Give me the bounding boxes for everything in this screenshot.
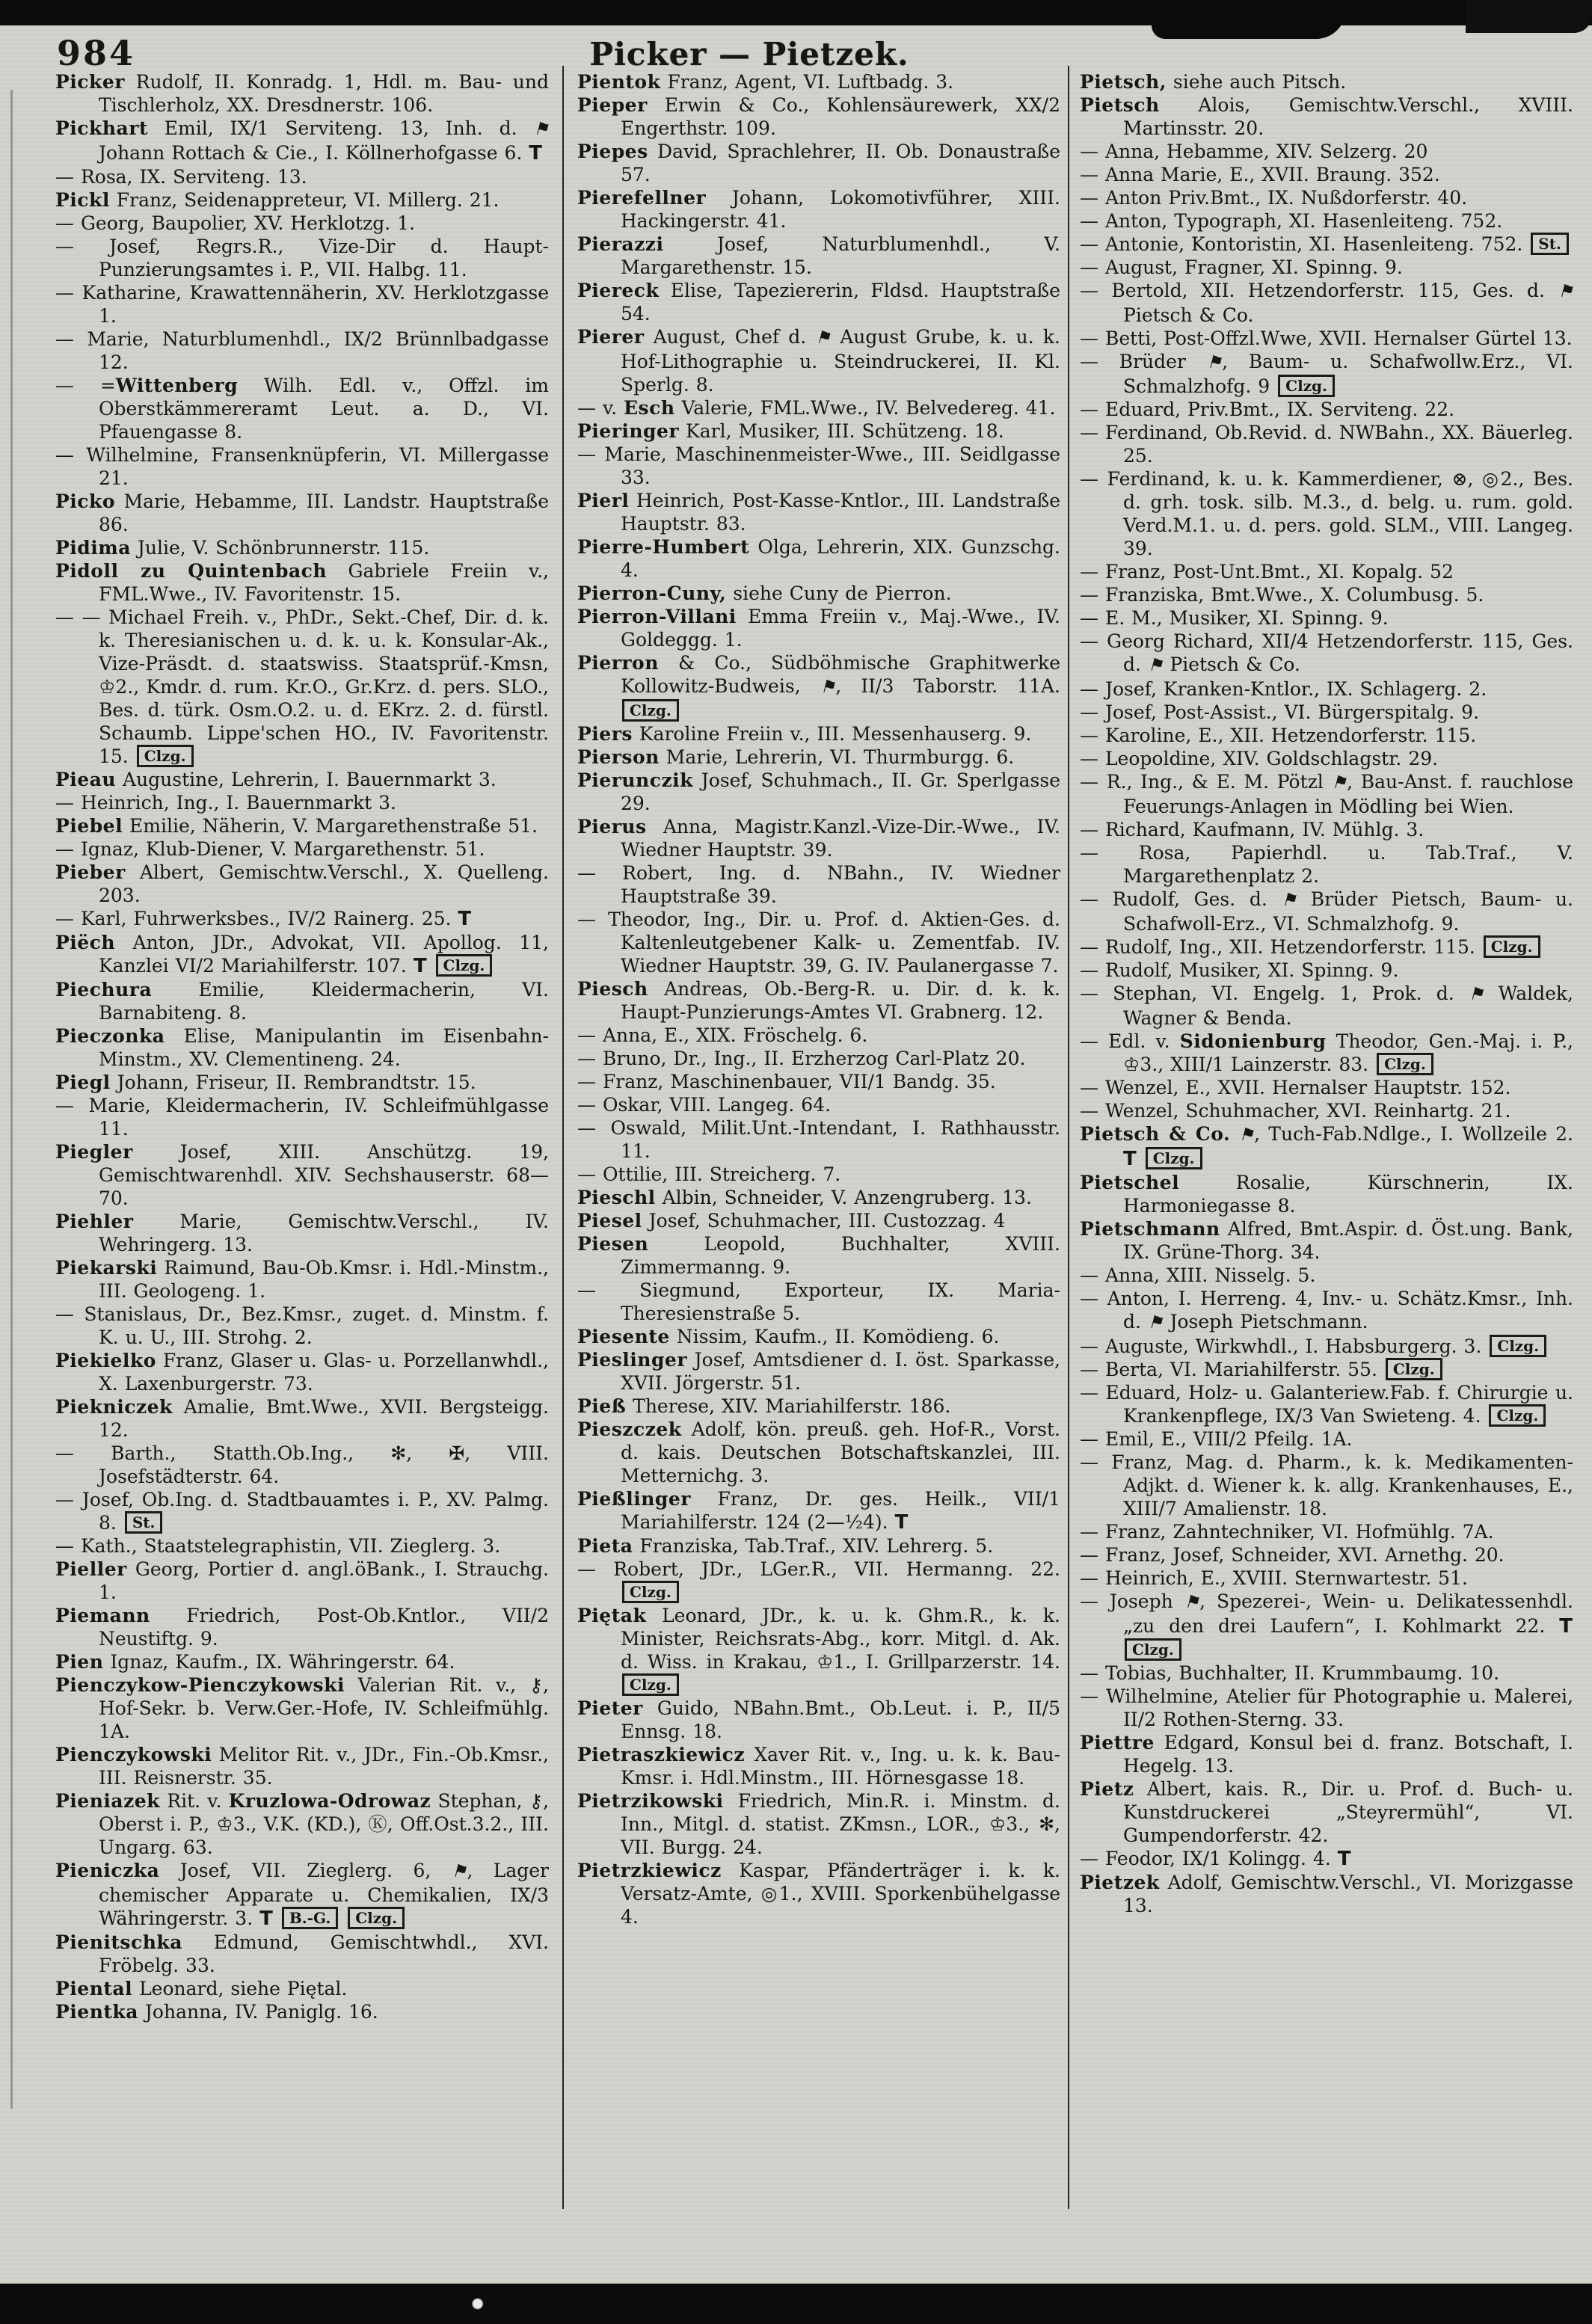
directory-entry: — Edl. v. Sidonienburg Theodor, Gen.-Maj. i. P., ♔3., XIII/1 Lainzerstr. 83. Clzg. xyxy=(1080,1030,1573,1075)
surname: Piesch xyxy=(577,978,648,1000)
directory-entry: Pidoll zu Quintenbach Gabriele Freiin v., FML.Wwe., IV. Favoritenstr. 15. xyxy=(55,560,549,605)
surname: Piereck xyxy=(577,280,660,301)
surname: Pieniazek xyxy=(55,1790,160,1812)
surname: Pieller xyxy=(55,1558,127,1580)
surname: Pieszczek xyxy=(577,1418,682,1440)
directory-entry: Pietschmann Alfred, Bmt.Aspir. d. Öst.ung. Bank, IX. Grüne-Thorg. 34. xyxy=(1080,1218,1573,1263)
directory-entry: Pientok Franz, Agent, VI. Luftbadg. 3. xyxy=(577,71,954,93)
directory-entry: Pienczykow-Pienczykowski Valerian Rit. v., ⚷, Hof-Sekr. b. Verw.Ger.-Hofe, IV. Schleifmühlg. 1A. xyxy=(55,1674,549,1742)
directory-entry: Pietrzikowski Friedrich, Min.R. i. Minstm. d. Inn., Mitgl. d. statist. ZKmsn., LOR., ♔3., ✻, VII. Burgg. 24. xyxy=(577,1790,1060,1858)
directory-column-1 xyxy=(55,70,549,2224)
surname: Piepes xyxy=(577,141,648,162)
listing-badge: Clzg. xyxy=(1278,375,1335,397)
directory-entry: — Anton Priv.Bmt., IX. Nußdorferstr. 40. xyxy=(1080,187,1468,209)
listing-badge: St. xyxy=(125,1511,163,1534)
surname: Picker xyxy=(55,71,125,93)
directory-entry: Pieper Erwin & Co., Kohlensäurewerk, XX/2 Engerthstr. 109. xyxy=(577,94,1060,139)
surname: Pieslinger xyxy=(577,1349,688,1371)
directory-entry: — Kath., Staatstelegraphistin, VII. Zieglerg. 3. xyxy=(55,1535,501,1557)
surname: Piegler xyxy=(55,1141,133,1163)
directory-entry: — Anton, Typograph, XI. Hasenleiteng. 752. xyxy=(1080,210,1503,232)
listing-badge: Clzg. xyxy=(436,954,493,977)
directory-entry: — Ignaz, Klub-Diener, V. Margarethenstr. 51. xyxy=(55,838,485,860)
firm-sign-icon: ⚑ xyxy=(1147,656,1164,675)
directory-entry: — Franz, Mag. d. Pharm., k. k. Medikamenten-Adjkt. d. Wiener k. k. allg. Krankenhauses, E., XIII/7 Amalienstr. 18. xyxy=(1080,1451,1573,1519)
directory-entry: Piegler Josef, XIII. Anschützg. 19, Gemischtwarenhdl. XIV. Sechshauserstr. 68—70. xyxy=(55,1141,549,1209)
surname: Pienczykow-Pienczykowski xyxy=(55,1674,345,1696)
surname: Pienczykowski xyxy=(55,1744,212,1765)
directory-entry: Pieller Georg, Portier d. angl.öBank., I. Strauchg. 1. xyxy=(55,1558,549,1603)
telephone-marker: T xyxy=(259,1908,274,1930)
directory-entry: — Anna, Hebamme, XIV. Selzerg. 20 xyxy=(1080,141,1428,162)
surname: Pierunczik xyxy=(577,769,693,791)
directory-entry: — Feodor, IX/1 Kolingg. 4. T xyxy=(1080,1848,1352,1870)
directory-entry: Pieau Augustine, Lehrerin, I. Bauernmarkt 3. xyxy=(55,769,497,790)
directory-entry: — Theodor, Ing., Dir. u. Prof. d. Aktien-Ges. d. Kaltenleutgebener Kalk- u. Zementfab. IV. Wiedner Hauptstr. 39, G. IV. Paulanergasse 7. xyxy=(577,909,1060,977)
directory-entry: Pienczykowski Melitor Rit. v., JDr., Fin.-Ob.Kmsr., III. Reisnerstr. 35. xyxy=(55,1744,549,1789)
column-divider xyxy=(562,66,564,2209)
directory-entry: — =Wittenberg Wilh. Edl. v., Offzl. im Oberstkämmereramt Leut. a. D., VI. Pfauengasse 8. xyxy=(55,375,549,443)
surname: Piesel xyxy=(577,1210,642,1232)
directory-entry: — Eduard, Priv.Bmt., IX. Serviteng. 22. xyxy=(1080,399,1455,420)
directory-entry: Piereck Elise, Tapeziererin, Fldsd. Hauptstraße 54. xyxy=(577,280,1060,325)
firm-sign-icon: ⚑ xyxy=(1206,353,1223,372)
directory-entry: — Wilhelmine, Atelier für Photographie u. Malerei, II/2 Rothen-Sterng. 33. xyxy=(1080,1685,1573,1730)
surname: Pientok xyxy=(577,71,661,93)
directory-entry: — Oskar, VIII. Langeg. 64. xyxy=(577,1094,832,1116)
directory-entry: — Franziska, Bmt.Wwe., X. Columbusg. 5. xyxy=(1080,584,1484,606)
directory-entry: Pieniazek Rit. v. Kruzlowa-Odrowaz Stephan, ⚷, Oberst i. P., ♔3., V.K. (KD.), Ⓚ, Off.Ost.3.2., III. Ungarg. 63. xyxy=(55,1790,549,1858)
directory-entry: — Siegmund, Exporteur, IX. Maria-Theresienstraße 5. xyxy=(577,1279,1060,1324)
firm-sign-icon: ⚑ xyxy=(1184,1593,1200,1612)
directory-entry: — Anna, E., XIX. Fröschelg. 6. xyxy=(577,1024,868,1046)
directory-entry: — Josef, Kranken-Kntlor., IX. Schlagerg. 2. xyxy=(1080,678,1487,700)
directory-entry: Pietz Albert, kais. R., Dir. u. Prof. d. Buch- u. Kunstdruckerei „Steyrermühl“, VI. Gumpendorferstr. 42. xyxy=(1080,1778,1573,1846)
surname: Piekarski xyxy=(55,1257,158,1279)
directory-entry: Piekarski Raimund, Bau-Ob.Kmsr. i. Hdl.-Minstm., III. Geologeng. 1. xyxy=(55,1257,549,1302)
directory-entry: — Bruno, Dr., Ing., II. Erzherzog Carl-Platz 20. xyxy=(577,1048,1026,1069)
scan-edge-left xyxy=(10,90,13,2109)
directory-entry: Pieß Therese, XIV. Mariahilferstr. 186. xyxy=(577,1395,951,1417)
listing-badge: Clzg. xyxy=(1125,1638,1181,1661)
surname: Pietschel xyxy=(1080,1172,1180,1193)
directory-entry: — Barth., Statth.Ob.Ing., ✻, ✠, VIII. Josefstädterstr. 64. xyxy=(55,1442,549,1487)
directory-entry: Piettre Edgard, Konsul bei d. franz. Botschaft, I. Hegelg. 13. xyxy=(1080,1732,1573,1777)
directory-entry: — Wilhelmine, Fransenknüpferin, VI. Millergasse 21. xyxy=(55,444,549,489)
directory-entry: Piemann Friedrich, Post-Ob.Kntlor., VII/2 Neustiftg. 9. xyxy=(55,1605,549,1650)
directory-entry: — Anna Marie, E., XVII. Braung. 352. xyxy=(1080,164,1440,185)
directory-entry: — Emil, E., VIII/2 Pfeilg. 1A. xyxy=(1080,1428,1353,1450)
surname: Pieta xyxy=(577,1535,633,1557)
directory-entry: — Rudolf, Ing., XII. Hetzendorferstr. 115. Clzg. xyxy=(1080,935,1573,959)
scan-artifact xyxy=(1466,0,1592,33)
listing-badge: Clzg. xyxy=(1484,935,1540,958)
surname: Pickl xyxy=(55,189,110,211)
listing-badge: Clzg. xyxy=(1377,1053,1433,1075)
surname: Pickhart xyxy=(55,117,148,139)
directory-entry: Pierl Heinrich, Post-Kasse-Kntlor., III. Landstraße Hauptstr. 83. xyxy=(577,490,1060,535)
surname: Pieringer xyxy=(577,420,680,442)
telephone-marker: T xyxy=(529,142,544,165)
directory-entry: Pienitschka Edmund, Gemischtwhdl., XVI. Fröbelg. 33. xyxy=(55,1931,549,1976)
directory-column-3 xyxy=(1080,70,1573,2224)
surname: Pieper xyxy=(577,94,648,116)
directory-entry: — Robert, JDr., LGer.R., VII. Hermanng. 22. Clzg. xyxy=(577,1558,1060,1604)
listing-badge: B.-G. xyxy=(282,1907,339,1929)
firm-sign-icon: ⚑ xyxy=(1238,1125,1255,1145)
surname: Piechura xyxy=(55,979,153,1000)
firm-sign-icon: ⚑ xyxy=(1558,282,1573,301)
directory-entry: — Katharine, Krawattennäherin, XV. Herklotzgasse 1. xyxy=(55,282,549,327)
surname: Pietzek xyxy=(1080,1872,1160,1893)
directory-entry: Pierron-Villani Emma Freiin v., Maj.-Wwe., IV. Goldeggg. 1. xyxy=(577,606,1060,651)
surname: Picko xyxy=(55,491,116,512)
directory-entry: Pietschel Rosalie, Kürschnerin, IX. Harmoniegasse 8. xyxy=(1080,1172,1573,1217)
firm-sign-icon: ⚑ xyxy=(1281,891,1297,910)
directory-entry: Pieta Franziska, Tab.Traf., XIV. Lehrerg. 5. xyxy=(577,1535,994,1557)
surname: Piesen xyxy=(577,1233,649,1255)
directory-entry: — Eduard, Holz- u. Galanteriew.Fab. f. Chirurgie u. Krankenpflege, IX/3 Van Swieteng. 4. Clzg. xyxy=(1080,1382,1573,1427)
scan-artifact xyxy=(1152,0,1346,39)
directory-entry: Pien Ignaz, Kaufm., IX. Währingerstr. 64. xyxy=(55,1651,455,1673)
surname: Pieter xyxy=(577,1697,643,1719)
directory-entry: — Oswald, Milit.Unt.-Intendant, I. Rathhausstr. 11. xyxy=(577,1117,1060,1162)
listing-badge: Clzg. xyxy=(622,1581,679,1603)
directory-entry: Pierron-Cuny, siehe Cuny de Pierron. xyxy=(577,582,952,604)
directory-entry: Piesch Andreas, Ob.-Berg-R. u. Dir. d. k. k. Haupt-Punzierungs-Amtes VI. Grabnerg. 12. xyxy=(577,978,1060,1023)
directory-entry: — Rosa, Papierhdl. u. Tab.Traf., V. Margarethenplatz 2. xyxy=(1080,842,1573,887)
directory-entry: — Georg Richard, XII/4 Hetzendorferstr. 115, Ges. d. ⚑ Pietsch & Co. xyxy=(1080,630,1573,675)
directory-entry: — Franz, Post-Unt.Bmt., XI. Kopalg. 52 xyxy=(1080,561,1454,582)
directory-entry: — Berta, VI. Mariahilferstr. 55. Clzg. xyxy=(1080,1358,1573,1381)
listing-badge: Clzg. xyxy=(622,1673,679,1696)
directory-entry: — Joseph ⚑, Spezerei-, Wein- u. Delikatessenhdl. „zu den drei Laufern“, I. Kohlmarkt 22. T Clzg. xyxy=(1080,1590,1573,1661)
directory-entry: — Marie, Naturblumenhdl., IX/2 Brünnlbadgasse 12. xyxy=(55,328,549,373)
scan-edge-bottom xyxy=(0,2284,1592,2324)
firm-sign-icon: ⚑ xyxy=(1147,1313,1164,1332)
directory-entry: — Ottilie, III. Streicherg. 7. xyxy=(577,1163,841,1185)
surname: Esch xyxy=(624,397,675,419)
directory-entry: Pietsch, siehe auch Pitsch. xyxy=(1080,71,1347,93)
directory-entry: — Franz, Josef, Schneider, XVI. Arnethg. 20. xyxy=(1080,1544,1505,1566)
directory-entry: — Josef, Regrs.R., Vize-Dir d. Haupt-Punzierungsamtes i. P., VII. Halbg. 11. xyxy=(55,236,549,280)
surname: Pieber xyxy=(55,861,126,883)
directory-entry: — Brüder ⚑, Baum- u. Schafwollw.Erz., VI. Schmalzhofg. 9 Clzg. xyxy=(1080,351,1573,397)
directory-entry: Piechura Emilie, Kleidermacherin, VI. Barnabiteng. 8. xyxy=(55,979,549,1024)
column-divider xyxy=(1068,66,1069,2209)
directory-entry: Pierson Marie, Lehrerin, VI. Thurmburgg. 6. xyxy=(577,746,1015,768)
surname: Piebel xyxy=(55,815,123,837)
directory-entry: — Bertold, XII. Hetzendorferstr. 115, Ges. d. ⚑ Pietsch & Co. xyxy=(1080,280,1573,326)
directory-entry: Pietraszkiewicz Xaver Rit. v., Ing. u. k. k. Bau-Kmsr. i. Hdl.Minstm., III. Hörnesgasse 18. xyxy=(577,1744,1060,1789)
surname: Piental xyxy=(55,1978,133,1999)
directory-entry: Pieber Albert, Gemischtw.Verschl., X. Quelleng. 203. xyxy=(55,861,549,906)
directory-entry: Picker Rudolf, II. Konradg. 1, Hdl. m. Bau- und Tischlerholz, XX. Dresdnerstr. 106. xyxy=(55,71,549,116)
surname: Piekielko xyxy=(55,1350,156,1371)
directory-entry: — R., Ing., & E. M. Pötzl ⚑, Bau-Anst. f. rauchlose Feuerungs-Anlagen in Mödling bei Wien. xyxy=(1080,771,1573,817)
surname: Pieau xyxy=(55,769,117,790)
listing-badge: Clzg. xyxy=(348,1907,405,1929)
directory-entry: Pierefellner Johann, Lokomotivführer, XIII. Hackingerstr. 41. xyxy=(577,187,1060,232)
scan-edge-top xyxy=(0,0,1592,25)
surname: Pietschmann xyxy=(1080,1218,1220,1240)
telephone-marker: T xyxy=(413,955,428,977)
directory-entry: — Anton, I. Herreng. 4, Inv.- u. Schätz.Kmsr., Inh. d. ⚑ Joseph Pietschmann. xyxy=(1080,1288,1573,1332)
surname: Pidoll zu Quintenbach xyxy=(55,560,328,582)
surname: Pietsch, xyxy=(1080,71,1167,93)
surname: Pieczonka xyxy=(55,1025,165,1047)
directory-entry: Pieringer Karl, Musiker, III. Schützeng. 18. xyxy=(577,420,1004,442)
page-header-title: Picker — Pietzek. xyxy=(589,36,909,73)
surname: Piekniczek xyxy=(55,1396,173,1418)
directory-entry: — Anna, XIII. Nisselg. 5. xyxy=(1080,1264,1316,1286)
surname: Piehler xyxy=(55,1211,134,1232)
directory-entry: — Wenzel, E., XVII. Hernalser Hauptstr. 152. xyxy=(1080,1077,1511,1098)
directory-entry: Picko Marie, Hebamme, III. Landstr. Hauptstraße 86. xyxy=(55,491,549,535)
directory-entry: — Franz, Maschinenbauer, VII/1 Bandg. 35. xyxy=(577,1071,996,1092)
surname: Pieschl xyxy=(577,1187,656,1208)
surname: Pierron xyxy=(577,652,659,674)
directory-entry: Pietrzkiewicz Kaspar, Pfänderträger i. k. k. Versatz-Amte, ◎1., XVIII. Sporkenbühelgasse 4. xyxy=(577,1860,1060,1928)
surname: Pietsch xyxy=(1080,94,1160,116)
directory-entry: Piental Leonard, siehe Piętal. xyxy=(55,1978,348,1999)
directory-entry: — Marie, Maschinenmeister-Wwe., III. Seidlgasse 33. xyxy=(577,443,1060,488)
surname: Pierefellner xyxy=(577,187,707,209)
directory-entry: Pierunczik Josef, Schuhmach., II. Gr. Sperlgasse 29. xyxy=(577,769,1060,814)
directory-entry: Pierus Anna, Magistr.Kanzl.-Vize-Dir.-Wwe., IV. Wiedner Hauptstr. 39. xyxy=(577,816,1060,861)
surname: Pietsch & Co. xyxy=(1080,1123,1231,1145)
directory-entry: Pieszczek Adolf, kön. preuß. geh. Hof-R., Vorst. d. kais. Deutschen Botschaftskanzlei, III. Metternichg. 3. xyxy=(577,1418,1060,1487)
listing-badge: Clzg. xyxy=(137,745,194,767)
listing-badge: Clzg. xyxy=(1490,1335,1546,1357)
directory-entry: Pieczonka Elise, Manipulantin im Eisenbahn-Minstm., XV. Clementineng. 24. xyxy=(55,1025,549,1070)
directory-entry: — E. M., Musiker, XI. Spinng. 9. xyxy=(1080,607,1389,629)
firm-sign-icon: ⚑ xyxy=(815,328,832,348)
directory-entry: — Stanislaus, Dr., Bez.Kmsr., zuget. d. Minstm. f. K. u. U., III. Strohg. 2. xyxy=(55,1303,549,1348)
directory-entry: — Richard, Kaufmann, IV. Mühlg. 3. xyxy=(1080,819,1424,840)
firm-sign-icon: ⚑ xyxy=(1331,773,1347,793)
telephone-marker: T xyxy=(1559,1615,1573,1638)
surname: Piers xyxy=(577,723,633,745)
surname: Pietz xyxy=(1080,1778,1134,1800)
surname: Pierer xyxy=(577,326,645,348)
directory-entry: — Karoline, E., XII. Hetzendorferstr. 115. xyxy=(1080,725,1477,746)
directory-entry: Piekniczek Amalie, Bmt.Wwe., XVII. Bergsteigg. 12. xyxy=(55,1396,549,1441)
surname: Pienitschka xyxy=(55,1931,182,1953)
surname: Pien xyxy=(55,1651,104,1673)
surname: Pieß xyxy=(577,1395,627,1417)
surname: Piettre xyxy=(1080,1732,1155,1753)
directory-entry: Pietzek Adolf, Gemischtw.Verschl., VI. Morizgasse 13. xyxy=(1080,1872,1573,1916)
surname: Sidonienburg xyxy=(1179,1030,1327,1052)
directory-entry: Piegl Johann, Friseur, II. Rembrandtstr. 15. xyxy=(55,1072,476,1093)
directory-entry: — Betti, Post-Offzl.Wwe, XVII. Hernalser Gürtel 13. xyxy=(1080,328,1573,349)
surname: Pietrzikowski xyxy=(577,1790,724,1812)
directory-entry: Pierer August, Chef d. ⚑ August Grube, k. u. k. Hof-Lithographie u. Steindruckerei, II. Kl. Sperlg. 8. xyxy=(577,326,1060,396)
directory-entry: Piętak Leonard, JDr., k. u. k. Ghm.R., k. k. Minister, Reichsrats-Abg., korr. Mitgl. d. Ak. d. Wiss. in Krakau, ♔1., I. Grillparzerstr. 14. Clzg. xyxy=(577,1604,1060,1697)
directory-entry: Pientka Johanna, IV. Paniglg. 16. xyxy=(55,2001,378,2023)
directory-entry: — v. Esch Valerie, FML.Wwe., IV. Belvedereg. 41. xyxy=(577,397,1056,419)
surname: Pierus xyxy=(577,816,647,837)
surname: Piesente xyxy=(577,1326,670,1347)
directory-entry: Piesente Nissim, Kaufm., II. Komödieng. 6. xyxy=(577,1326,1000,1347)
directory-entry: Piers Karoline Freiin v., III. Messenhauserg. 9. xyxy=(577,723,1032,745)
directory-entry: — Georg, Baupolier, XV. Herklotzg. 1. xyxy=(55,212,416,234)
directory-entry: Piebel Emilie, Näherin, V. Margarethenstraße 51. xyxy=(55,815,538,837)
directory-entry: — Franz, Zahntechniker, VI. Hofmühlg. 7A. xyxy=(1080,1521,1494,1543)
surname: Pietraszkiewicz xyxy=(577,1744,746,1765)
surname: Pießlinger xyxy=(577,1488,691,1510)
directory-entry: Pierre-Humbert Olga, Lehrerin, XIX. Gunzschg. 4. xyxy=(577,536,1060,581)
telephone-marker: T xyxy=(1123,1148,1137,1170)
firm-sign-icon: ⚑ xyxy=(533,120,549,139)
surname: Pierron-Cuny, xyxy=(577,582,727,604)
directory-entry: Pietsch Alois, Gemischtw.Verschl., XVIII. Martinsstr. 20. xyxy=(1080,94,1573,139)
surname: Kruzlowa-Odrowaz xyxy=(228,1790,431,1812)
surname: Pierazzi xyxy=(577,233,664,255)
surname: Pierron-Villani xyxy=(577,606,737,627)
directory-entry: — Antonie, Kontoristin, XI. Hasenleiteng. 752. St. xyxy=(1080,233,1573,256)
firm-sign-icon: ⚑ xyxy=(1468,985,1484,1004)
directory-entry: Pierazzi Josef, Naturblumenhdl., V. Margarethenstr. 15. xyxy=(577,233,1060,278)
listing-badge: Clzg. xyxy=(1386,1358,1442,1380)
directory-entry: Pießlinger Franz, Dr. ges. Heilk., VII/1 Mariahilferstr. 124 (2—½4). T xyxy=(577,1488,1060,1534)
directory-entry: — Rosa, IX. Serviteng. 13. xyxy=(55,166,307,188)
surname: Piemann xyxy=(55,1605,150,1626)
listing-badge: Clzg. xyxy=(622,699,679,722)
directory-entry: — — Michael Freih. v., PhDr., Sekt.-Chef, Dir. d. k. k. Theresianischen u. d. k. u. k. Konsular-Ak., Vize-Präsdt. d. staatswiss. Staatsprüf.-Kmsn, ♔2., Kmdr. d. rum. Kr.O., Gr.Krz. d. pers. SLO., Bes. d. türk. Osm.O.2. u. d. EKrz. 2. d. fürstl. Schaumb. Lippe'schen HO., IV. Favoritenstr. 15. Clzg. xyxy=(55,606,549,767)
listing-badge: Clzg. xyxy=(1146,1147,1202,1169)
directory-entry: — Stephan, VI. Engelg. 1, Prok. d. ⚑ Waldek, Wagner & Benda. xyxy=(1080,983,1573,1029)
directory-entry: Pickhart Emil, IX/1 Serviteng. 13, Inh. d. ⚑ Johann Rottach & Cie., I. Köllnerhofgasse 6. T xyxy=(55,117,549,165)
directory-column-2 xyxy=(577,70,1060,2224)
directory-entry: Pieniczka Josef, VII. Zieglerg. 6, ⚑, Lager chemischer Apparate u. Chemikalien, IX/3 Währingerstr. 3. T B.-G. Clzg. xyxy=(55,1860,549,1930)
directory-entry: — August, Fragner, XI. Spinng. 9. xyxy=(1080,256,1403,278)
directory-entry: Piesel Josef, Schuhmacher, III. Custozzag. 4 xyxy=(577,1210,1006,1232)
directory-entry: Pickl Franz, Seidenappreteur, VI. Millerg. 21. xyxy=(55,189,500,211)
directory-entry: — Heinrich, Ing., I. Bauernmarkt 3. xyxy=(55,792,396,814)
telephone-marker: T xyxy=(458,908,473,930)
directory-entry: Pietsch & Co. ⚑, Tuch-Fab.Ndlge., I. Wollzeile 2. T Clzg. xyxy=(1080,1123,1573,1170)
surname: Pierre-Humbert xyxy=(577,536,750,558)
page-number: 984 xyxy=(57,33,136,73)
directory-entry: Piëch Anton, JDr., Advokat, VII. Apollog. 11, Kanzlei VI/2 Mariahilferstr. 107. T Clzg. xyxy=(55,932,549,977)
surname: Piëch xyxy=(55,932,116,953)
surname: Pietrzkiewicz xyxy=(577,1860,722,1881)
directory-entry: Piekielko Franz, Glaser u. Glas- u. Porzellanwhdl., X. Laxenburgerstr. 73. xyxy=(55,1350,549,1395)
directory-entry: Pieter Guido, NBahn.Bmt., Ob.Leut. i. P., II/5 Ennsg. 18. xyxy=(577,1697,1060,1742)
directory-entry: — Rudolf, Musiker, XI. Spinng. 9. xyxy=(1080,959,1399,981)
directory-entry: — Heinrich, E., XVIII. Sternwartestr. 51. xyxy=(1080,1567,1468,1589)
telephone-marker: T xyxy=(1337,1848,1352,1870)
directory-entry: — Josef, Post-Assist., VI. Bürgerspitalg. 9. xyxy=(1080,701,1480,723)
directory-entry: — Tobias, Buchhalter, II. Krummbaumg. 10. xyxy=(1080,1662,1500,1684)
directory-entry: Pidima Julie, V. Schönbrunnerstr. 115. xyxy=(55,537,430,559)
directory-entry: Piepes David, Sprachlehrer, II. Ob. Donaustraße 57. xyxy=(577,141,1060,185)
directory-entry: Piesen Leopold, Buchhalter, XVIII. Zimmermanng. 9. xyxy=(577,1233,1060,1278)
directory-entry: — Robert, Ing. d. NBahn., IV. Wiedner Hauptstraße 39. xyxy=(577,862,1060,907)
surname: Pidima xyxy=(55,537,131,559)
directory-entry: — Leopoldine, XIV. Goldschlagstr. 29. xyxy=(1080,748,1439,769)
surname: Piegl xyxy=(55,1072,111,1093)
directory-entry: — Ferdinand, k. u. k. Kammerdiener, ⊗, ◎2., Bes. d. grh. tosk. silb. M.3., d. belg. u. rum. gold. Verd.M.1. u. d. pers. gold. SLM., VIII. Langeg. 39. xyxy=(1080,468,1573,559)
telephone-marker: T xyxy=(894,1511,909,1534)
directory-entry: Pieschl Albin, Schneider, V. Anzengruberg. 13. xyxy=(577,1187,1032,1208)
directory-entry: — Karl, Fuhrwerksbes., IV/2 Rainerg. 25. T xyxy=(55,908,473,930)
surname: Pientka xyxy=(55,2001,138,2023)
surname: Pierl xyxy=(577,490,630,511)
surname: Pierson xyxy=(577,746,660,768)
firm-sign-icon: ⚑ xyxy=(820,677,836,697)
directory-entry: — Marie, Kleidermacherin, IV. Schleifmühlgasse 11. xyxy=(55,1095,549,1140)
directory-entry: — Rudolf, Ges. d. ⚑ Brüder Pietsch, Baum- u. Schafwoll-Erz., VI. Schmalzhofg. 9. xyxy=(1080,888,1573,935)
directory-entry: — Ferdinand, Ob.Revid. d. NWBahn., XX. Bäuerleg. 25. xyxy=(1080,422,1573,467)
firm-sign-icon: ⚑ xyxy=(451,1862,467,1881)
directory-entry: — Wenzel, Schuhmacher, XVI. Reinhartg. 21. xyxy=(1080,1100,1511,1122)
surname: Wittenberg xyxy=(115,375,239,396)
directory-entry: Pierron & Co., Südböhmische Graphitwerke Kollowitz-Budweis, ⚑, II/3 Taborstr. 11A. Clzg. xyxy=(577,651,1060,722)
listing-badge: Clzg. xyxy=(1489,1404,1546,1427)
listing-badge: St. xyxy=(1531,233,1569,255)
directory-entry: Pieslinger Josef, Amtsdiener d. I. öst. Sparkasse, XVII. Jörgerstr. 51. xyxy=(577,1349,1060,1394)
directory-entry: — Josef, Ob.Ing. d. Stadtbauamtes i. P., XV. Palmg. 8. St. xyxy=(55,1489,549,1534)
surname: Piętak xyxy=(577,1605,647,1626)
directory-entry: — Auguste, Wirkwhdl., I. Habsburgerg. 3. Clzg. xyxy=(1080,1335,1573,1358)
surname: Pieniczka xyxy=(55,1860,160,1881)
directory-entry: Piehler Marie, Gemischtw.Verschl., IV. Wehringerg. 13. xyxy=(55,1211,549,1255)
